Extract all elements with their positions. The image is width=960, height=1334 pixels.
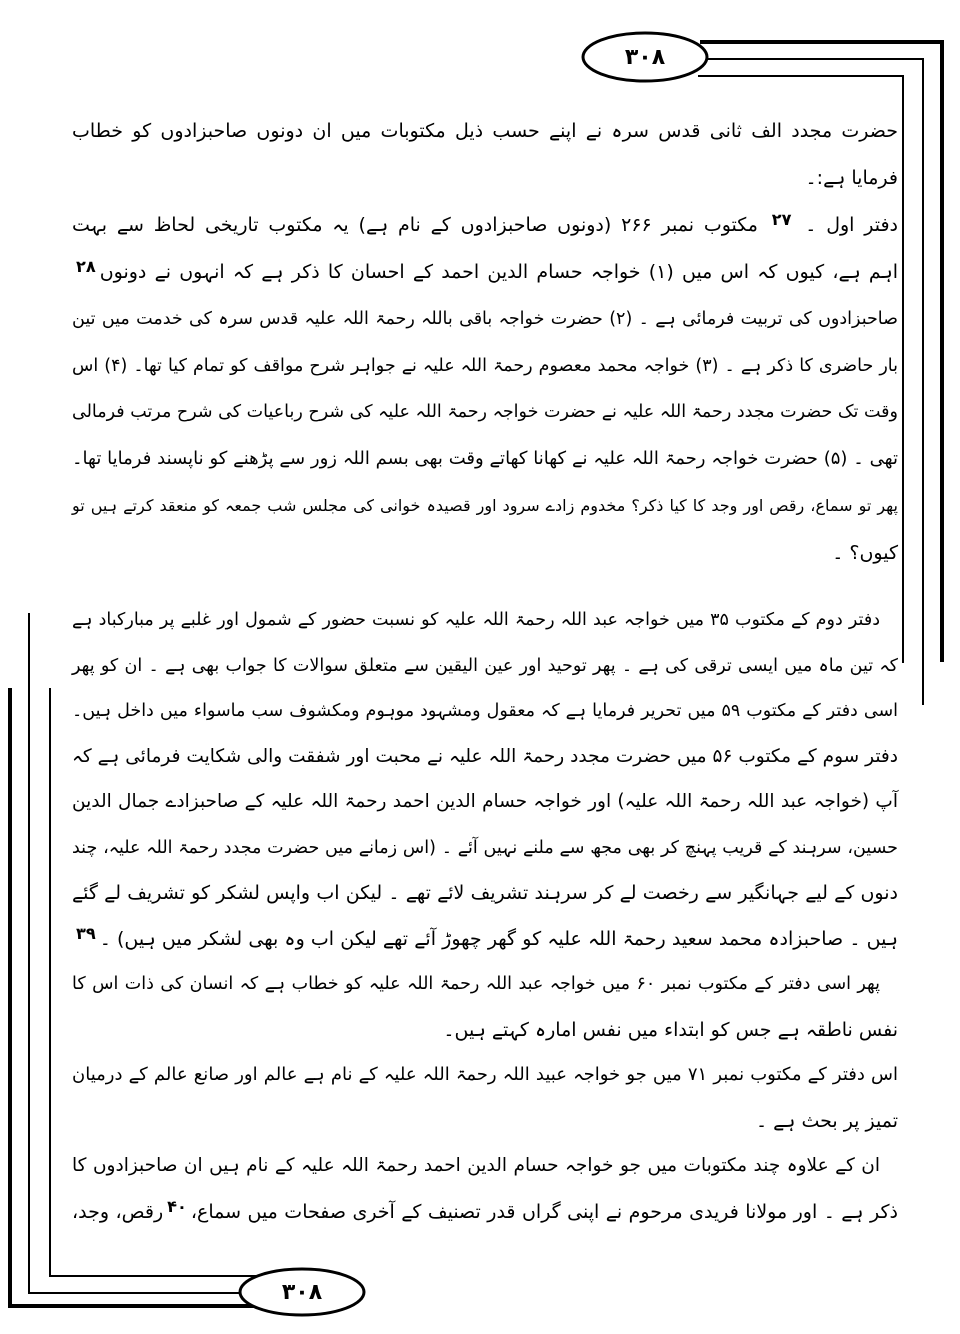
text-line: [72, 1101, 898, 1141]
text-line: [72, 873, 898, 913]
text-line: [72, 486, 898, 526]
text-segment: صاحبزادوں کی تربیت فرمائی ہے ۔ (۲) حضرت خواجہ باقی باللہ رحمۃ اللہ علیہ قدس سرہ کی خدمت میں تین: [72, 308, 898, 329]
text-line: [72, 252, 898, 292]
footnote-marker: ۳۹: [76, 923, 96, 943]
text-segment: مکتوب نمبر ۲۶۶ (دونوں صاحبزادوں کے نام ہے) یہ مکتوب تاریخی لحاظ سے بہت: [72, 213, 768, 236]
text-segment: کیوں؟ ۔: [832, 542, 898, 565]
text-line: [72, 1010, 898, 1050]
text-segment: حسین، سرہند کے قریب پہنچ کر بھی مجھ سے ملنے نہیں آئے ۔ (اس زمانے میں حضرت مجدد رحمۃ اللہ علیہ، چند: [72, 837, 898, 858]
text-line: [72, 392, 898, 432]
text-line: [72, 828, 898, 868]
text-line: [72, 919, 898, 959]
text-line: [72, 533, 898, 573]
text-line: [72, 737, 898, 777]
text-segment: نفس ناطقہ ہے جس کو ابتداء میں نفس امارہ کہتے ہیں۔: [443, 1018, 898, 1041]
footnote-marker: ۲۸: [76, 256, 96, 276]
text-segment: حضرت مجدد الف ثانی قدس سرہ نے اپنے حسب ذیل مکتوبات میں ان دونوں صاحبزادوں کو خطاب: [72, 120, 898, 142]
text-line: [72, 782, 898, 822]
page-number-top: ۳۰۸: [624, 44, 666, 70]
text-segment: ذکر ہے ۔ اور مولانا فریدی مرحوم نے اپنی گراں قدر تصنیف کے آخری صفحات میں سماع،: [190, 1200, 899, 1223]
text-segment: اہم ہے، کیوں کہ اس میں (۱) خواجہ حسام الدین احمد کے احسان کا ذکر ہے کہ انہوں نے دونوں: [99, 260, 898, 283]
footnote-marker: ۴۰: [167, 1196, 187, 1216]
text-line: [72, 158, 898, 198]
text-line: [72, 964, 898, 1004]
text-segment: کہ تین ماہ میں ایسی ترقی کی ہے ۔ پھر توحید اور عین الیقین سے متعلق سوالات کا جواب بھی ہے ۔ ان کو پھر: [72, 655, 898, 676]
text-segment: وقت تک حضرت مجدد رحمۃ اللہ علیہ نے حضرت خواجہ رحمۃ اللہ علیہ کی شرح رباعیات کی شرح مرتب فرمالی: [72, 402, 898, 423]
page-number-bottom: ۳۰۸: [281, 1279, 323, 1305]
text-segment: آپ (خواجہ عبد اللہ رحمۃ اللہ علیہ) اور خواجہ حسام الدین احمد رحمۃ اللہ علیہ کے صاحبزادے جمال الدین: [72, 791, 898, 812]
text-segment: تمیز پر بحث ہے ۔: [755, 1109, 898, 1132]
text-line: [72, 299, 898, 339]
text-line: [72, 691, 898, 731]
text-line: [72, 1055, 898, 1095]
text-segment: اس دفتر کے مکتوب نمبر ۷۱ میں جو خواجہ عبید اللہ رحمۃ اللہ علیہ کے نام ہے عالم اور صانع عالم کے درمیان: [72, 1064, 899, 1085]
text-line: [72, 205, 898, 245]
text-segment: ہیں ۔ صاحبزادہ محمد سعید رحمۃ اللہ علیہ کو گھر چھوڑ آئے تھے لیکن اب وہ بھی لشکر میں ہیں) ۔: [99, 927, 898, 950]
text-line: [72, 600, 898, 640]
text-segment: دفتر اول ۔: [795, 213, 899, 236]
text-line: [72, 1146, 898, 1186]
text-line: [72, 111, 898, 151]
text-segment: رقص، وجد،: [72, 1200, 164, 1223]
text-segment: پھر تو سماع، رقص اور وجد کا کیا ذکر؟ مخدوم زادے سرود اور قصیدہ خوانی کی مجلس شب جمعہ کو منعقد کرتے ہیں تو: [72, 496, 898, 516]
text-line: [72, 1192, 898, 1232]
text-line: [72, 439, 898, 479]
text-segment: ان کے علاوہ چند مکتوبات میں جو خواجہ حسام الدین احمد رحمۃ اللہ علیہ کے نام ہیں ان صاحبزادوں کا: [72, 1155, 880, 1176]
text-segment: پھر اسی دفتر کے مکتوب نمبر ۶۰ میں خواجہ عبد اللہ رحمۃ اللہ علیہ کو خطاب ہے کہ انسان کی ذات اس کا: [72, 974, 880, 994]
text-line: [72, 346, 898, 386]
text-segment: بار حاضری کا ذکر ہے ۔ (۳) خواجہ محمد معصوم رحمۃ اللہ علیہ نے جواہر شرح مواقف کو تمام کیا تھا۔ (۴) اس: [72, 355, 898, 376]
text-segment: دنوں کے لیے جہانگیر سے رخصت لے کر سرہند تشریف لائے تھے ۔ لیکن اب واپس لشکر کو تشریف لے گئے: [72, 882, 898, 904]
text-segment: فرمایا ہے:۔: [805, 166, 898, 189]
text-segment: دفتر سوم کے مکتوب ۵۶ میں حضرت مجدد رحمۃ اللہ علیہ نے محبت اور شفقت والی شکایت فرمائی ہے کہ: [72, 745, 898, 767]
footnote-marker: ۲۷: [771, 209, 792, 229]
text-segment: تھی ۔ (۵) حضرت خواجہ رحمۃ اللہ علیہ نے کھانا کھاتے وقت بھی بسم اللہ زور سے پڑھنے کو ناپسند فرمایا تھا۔: [72, 448, 898, 470]
text-segment: اسی دفتر کے مکتوب ۵۹ میں تحریر فرمایا ہے کہ معقول ومشہود موہوم ومکشوف سب ماسواء میں داخل ہیں۔: [72, 701, 898, 721]
text-line: [72, 646, 898, 686]
text-segment: دفتر دوم کے مکتوب ۳۵ میں خواجہ عبد اللہ رحمۃ اللہ علیہ کو نسبت حضور کے شمول اور غلبے پر مبارکباد ہے: [72, 610, 880, 630]
